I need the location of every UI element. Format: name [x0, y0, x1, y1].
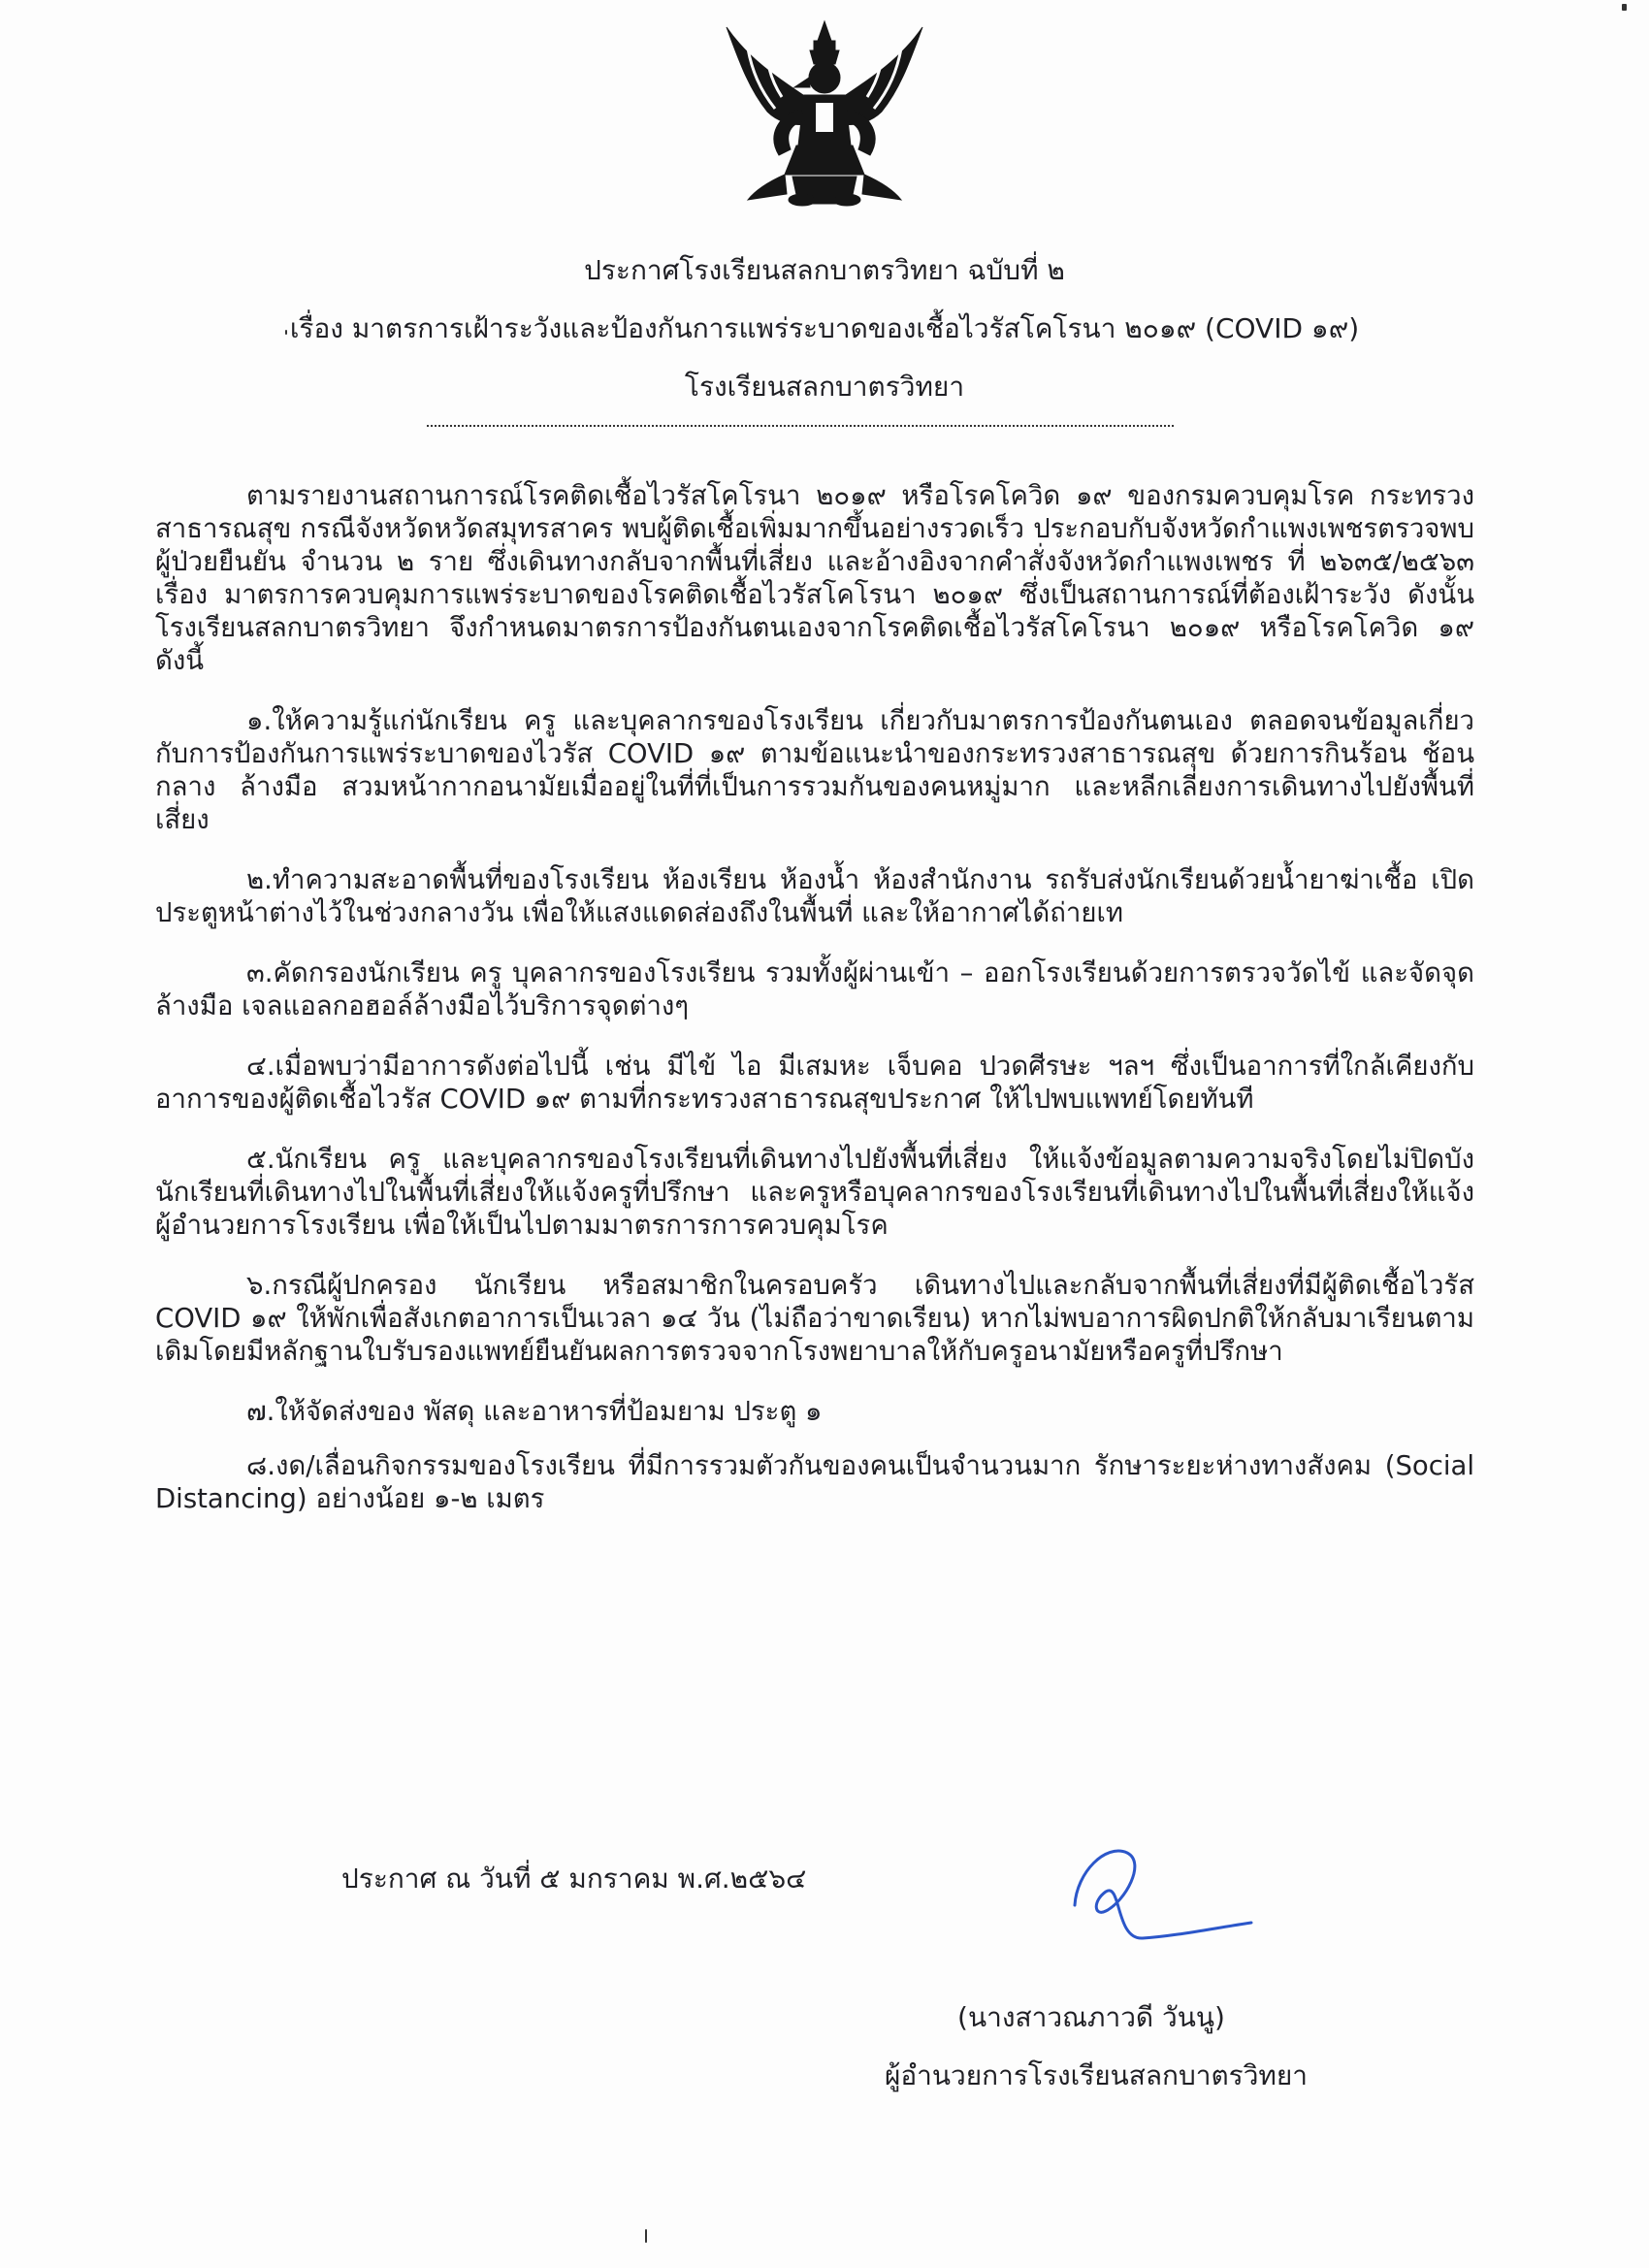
handwritten-signature: [1067, 1833, 1261, 1960]
measure-item-8: ๘.งด/เลื่อนกิจกรรมของโรงเรียน ที่มีการรวมตัวกันของคนเป็นจำนวนมาก รักษาระยะห่างทางสังคม (Social Distancing) อย่างน้อย ๑-๒ เมตร: [155, 1450, 1474, 1514]
dotted-divider: [427, 425, 1174, 427]
measure-item-2: ๒.ทำความสะอาดพื้นที่ของโรงเรียน ห้องเรียน ห้องน้ำ ห้องสำนักงาน รถรับส่งนักเรียนด้วยน้ำยาฆ่าเชื้อ เปิดประตูหน้าต่างไว้ในช่วงกลางวัน เพื่อให้แสงแดดส่องถึงในพื้นที่ และให้อากาศได้ถ่ายเท: [155, 864, 1474, 928]
school-name: โรงเรียนสลกบาตรวิทยา: [684, 371, 965, 403]
measure-item-7: ๗.ให้จัดส่งของ พัสดุ และอาหารที่ป้อมยาม ประตู ๑: [246, 1396, 823, 1427]
signer-position: ผู้อำนวยการโรงเรียนสลกบาตรวิทยา: [884, 2059, 1309, 2091]
measure-item-1: ๑.ให้ความรู้แก่นักเรียน ครู และบุคลากรของโรงเรียน เกี่ยวกับมาตรการป้องกันตนเอง ตลอดจนข้อมูลเกี่ยวกับการป้องกันการแพร่ระบาดของไวรัส COVID ๑๙ ตามข้อแนะนำของกระทรวงสาธารณสุข ด้วยการกินร้อน ช้อนกลาง ล้างมือ สวมหน้ากากอนามัยเมื่ออยู่ในที่ที่เป็นการรวมกันของคนหมู่มาก และหลีกเลี่ยงการเดินทางไปยังพื้นที่เสี่ยง: [155, 705, 1474, 835]
measure-item-4: ๔.เมื่อพบว่ามีอาการดังต่อไปนี้ เช่น มีไข้ ไอ มีเสมหะ เจ็บคอ ปวดศีรษะ ฯลฯ ซึ่งเป็นอาการที่ใกล้เคียงกับอาการของผู้ติดเชื้อไวรัส COVID ๑๙ ตามที่กระทรวงสาธารณสุขประกาศ ให้ไปพบแพทย์โดยทันที: [155, 1051, 1474, 1115]
document-body: [155, 479, 1474, 1542]
measure-item-3: ๓.คัดกรองนักเรียน ครู บุคลากรของโรงเรียน รวมทั้งผู้ผ่านเข้า – ออกโรงเรียนด้วยการตรวจวัดไข้ และจัดจุดล้างมือ เจลแอลกอฮอล์ล้างมือไว้บริการจุดต่างๆ: [155, 957, 1474, 1021]
measure-item-5: ๕.นักเรียน ครู และบุคลากรของโรงเรียนที่เดินทางไปยังพื้นที่เสี่ยง ให้แจ้งข้อมูลตามความจริงโดยไม่ปิดบัง นักเรียนที่เดินทางไปในพื้นที่เสี่ยงให้แจ้งครูที่ปรึกษา และครูหรือบุคลากรของโรงเรียนที่เดินทางไปในพื้นที่เสี่ยงให้แจ้งผู้อำนวยการโรงเรียน เพื่อให้เป็นไปตามมาตรการการควบคุมโรค: [155, 1144, 1474, 1241]
measure-item-6: ๖.กรณีผู้ปกครอง นักเรียน หรือสมาชิกในครอบครัว เดินทางไปและกลับจากพื้นที่เสี่ยงที่มีผู้ติดเชื้อไวรัส COVID ๑๙ ให้พักเพื่อสังเกตอาการเป็นเวลา ๑๔ วัน (ไม่ถือว่าขาดเรียน) หากไม่พบอาการผิดปกติให้กลับมาเรียนตามเดิมโดยมีหลักฐานใบรับรองแพทย์ยืนยันผลการตรวจจากโรงพยาบาลให้กับครูอนามัยหรือครูที่ปรึกษา: [155, 1270, 1474, 1367]
announcement-subject: เรื่อง มาตรการเฝ้าระวังและป้องกันการแพร่ระบาดของเชื้อไวรัสโคโรนา ๒๐๑๙ (COVID ๑๙): [289, 312, 1360, 344]
signer-name: (นางสาวณภาวดี วันนู): [957, 2001, 1225, 2033]
announcement-title: ประกาศโรงเรียนสลกบาตรวิทยา ฉบับที่ ๒: [584, 254, 1065, 286]
announcement-date: ประกาศ ณ วันที่ ๕ มกราคม พ.ศ.๒๕๖๔: [341, 1863, 807, 1895]
garuda-emblem-icon: [709, 19, 940, 210]
intro-paragraph: ตามรายงานสถานการณ์โรคติดเชื้อไวรัสโคโรนา ๒๐๑๙ หรือโรคโควิด ๑๙ ของกรมควบคุมโรค กระทรวงสาธารณสุข กรณีจังหวัดหวัดสมุทรสาคร พบผู้ติดเชื้อเพิ่มมากขึ้นอย่างรวดเร็ว ประกอบกับจังหวัดกำแพงเพชรตรวจพบผู้ป่วยยืนยัน จำนวน ๒ ราย ซึ่งเดินทางกลับจากพื้นที่เสี่ยง และอ้างอิงจากคำสั่งจังหวัดกำแพงเพชร ที่ ๒๖๓๕/๒๕๖๓ เรื่อง มาตรการควบคุมการแพร่ระบาดของโรคติดเชื้อไวรัสโคโรนา ๒๐๑๙ ซึ่งเป็นสถานการณ์ที่ต้องเฝ้าระวัง ดังนั้น โรงเรียนสลกบาตรวิทยา จึงกำหนดมาตรการป้องกันตนเองจากโรคติดเชื้อไวรัสโคโรนา ๒๐๑๙ หรือโรคโควิด ๑๙ ดังนี้: [155, 480, 1474, 676]
